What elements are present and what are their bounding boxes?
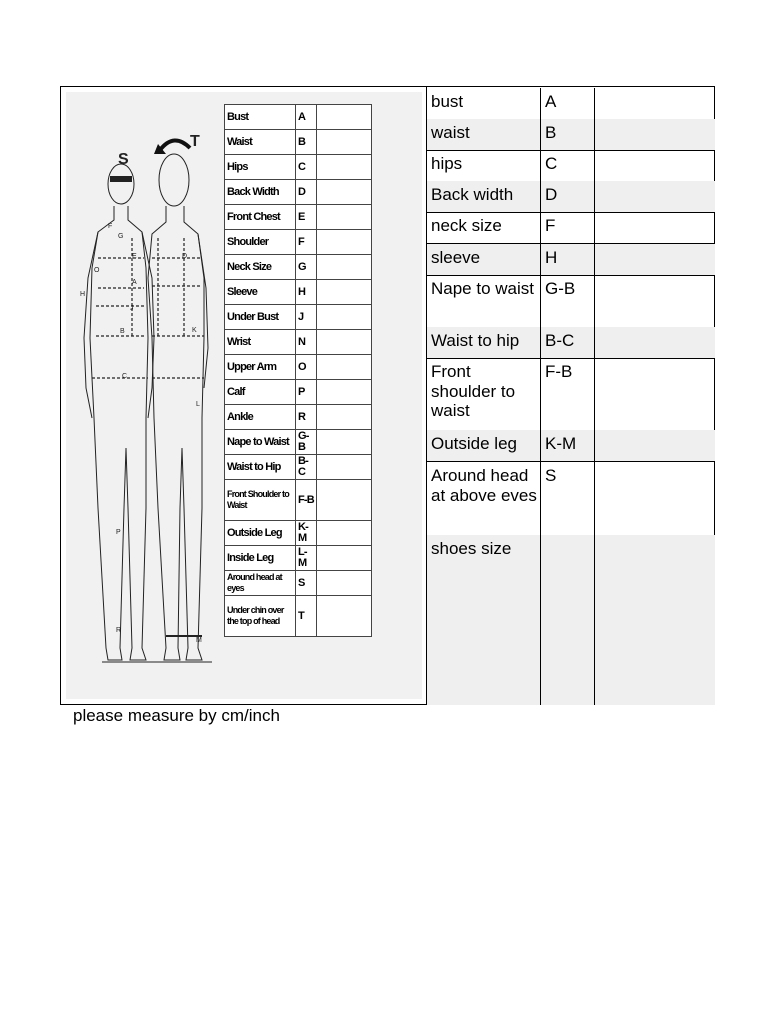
size-chart-code: J [296, 305, 317, 330]
measurement-row [427, 119, 715, 150]
marker-h: H [80, 291, 86, 298]
cell-divider [594, 212, 595, 243]
cell-divider [594, 327, 595, 358]
measurement-code: H [545, 248, 558, 267]
size-chart-value-cell [317, 355, 372, 380]
size-chart-code: B-C [296, 455, 317, 480]
size-chart-row [225, 205, 372, 230]
size-chart-label: Around head at eyes [225, 571, 296, 596]
measurement-label: bust [431, 92, 464, 111]
measurement-code: A [545, 92, 557, 111]
cell-divider [540, 212, 541, 243]
size-chart-value-cell [317, 430, 372, 455]
measurement-row [427, 275, 715, 327]
size-chart-code: G-B [296, 430, 317, 455]
cell-divider [540, 462, 541, 535]
cell-divider [540, 119, 541, 150]
size-chart-code: K-M [296, 521, 317, 546]
size-chart-code: N [296, 330, 317, 355]
measurement-row [427, 430, 715, 461]
measurement-label: hips [431, 154, 463, 173]
size-chart-code: A [296, 105, 317, 130]
cell-divider [594, 119, 595, 150]
cell-divider [540, 358, 541, 430]
size-chart-label: Neck Size [225, 255, 296, 280]
size-chart-row [225, 596, 372, 637]
curved-arrow-icon [160, 140, 190, 150]
size-chart-row [225, 330, 372, 355]
size-chart-row [225, 230, 372, 255]
measurement-unit-note: please measure by cm/inch [73, 706, 280, 725]
measurement-code: D [545, 185, 558, 204]
size-chart-value-cell [317, 571, 372, 596]
measurement-label: Around head at above eves [431, 466, 537, 505]
cell-divider [594, 244, 595, 275]
size-chart-row [225, 480, 372, 521]
back-body-outline [148, 206, 204, 660]
marker-s: S [118, 151, 129, 168]
marker-o: O [94, 267, 100, 274]
marker-f: F [108, 223, 113, 230]
front-body-outline [90, 206, 148, 660]
measurement-label: Nape to waist [431, 279, 534, 298]
size-chart-label: Nape to Waist [225, 430, 296, 455]
marker-a: A [132, 279, 137, 286]
measurement-label: Outside leg [431, 434, 517, 453]
marker-t: T [190, 133, 200, 150]
marker-c: C [122, 373, 128, 380]
cell-divider [594, 462, 595, 535]
cell-divider [540, 327, 541, 358]
cell-divider [594, 181, 595, 212]
size-chart-label: Wrist [225, 330, 296, 355]
measurement-label: sleeve [431, 248, 481, 267]
measurement-label: neck size [431, 216, 502, 235]
size-chart-code: B [296, 130, 317, 155]
measurement-code: F-B [545, 362, 573, 381]
size-chart-row [225, 280, 372, 305]
measurement-row [427, 212, 715, 243]
measurement-row [427, 150, 715, 181]
size-chart-value-cell [317, 596, 372, 637]
measurement-label: Back width [431, 185, 514, 204]
size-chart-label: Outside Leg [225, 521, 296, 546]
size-chart-row [225, 355, 372, 380]
size-chart-value-cell [317, 546, 372, 571]
size-chart-label: Bust [225, 105, 296, 130]
cell-divider [540, 150, 541, 181]
size-chart-row [225, 380, 372, 405]
cell-divider [594, 430, 595, 461]
measurement-row [427, 535, 715, 705]
measurement-row [427, 88, 715, 119]
size-chart-value-cell [317, 330, 372, 355]
size-chart-value-cell [317, 180, 372, 205]
marker-k: K [192, 327, 197, 334]
size-chart-code: D [296, 180, 317, 205]
cell-divider [594, 275, 595, 327]
size-chart-code: P [296, 380, 317, 405]
size-chart-code: H [296, 280, 317, 305]
measurement-code: K-M [545, 434, 577, 453]
head-band-mark [110, 176, 132, 182]
size-chart-row [225, 305, 372, 330]
size-chart-row [225, 105, 372, 130]
size-chart-row [225, 155, 372, 180]
cell-divider [594, 358, 595, 430]
cell-divider [594, 535, 595, 705]
size-chart-label: Ankle [225, 405, 296, 430]
size-chart-row [225, 130, 372, 155]
size-chart-label: Sleeve [225, 280, 296, 305]
marker-d: D [182, 253, 188, 260]
size-chart-value-cell [317, 380, 372, 405]
marker-r: R [116, 627, 122, 634]
size-chart-label: Front Shoulder to Waist [225, 480, 296, 521]
size-chart-label: Waist [225, 130, 296, 155]
cell-divider [594, 88, 595, 119]
marker-p: P [116, 529, 121, 536]
size-chart-row [225, 180, 372, 205]
size-chart-code: T [296, 596, 317, 637]
measurement-code: G-B [545, 279, 576, 298]
measurement-row [427, 358, 715, 430]
measurement-label: Front shoulder to waist [431, 362, 516, 420]
size-chart-label: Shoulder [225, 230, 296, 255]
front-head [108, 164, 134, 204]
size-chart-row [225, 430, 372, 455]
size-chart-label: Front Chest [225, 205, 296, 230]
size-chart-code: L-M [296, 546, 317, 571]
size-chart-value-cell [317, 155, 372, 180]
measurement-code: B-C [545, 331, 575, 350]
size-chart-code: O [296, 355, 317, 380]
size-chart-row [225, 521, 372, 546]
measurement-row [427, 327, 715, 358]
size-chart-label: Under Bust [225, 305, 296, 330]
cell-divider [540, 275, 541, 327]
cell-divider [540, 535, 541, 705]
size-chart-table [224, 104, 372, 637]
marker-l: L [196, 401, 200, 408]
size-chart-row [225, 571, 372, 596]
size-chart-label: Inside Leg [225, 546, 296, 571]
size-chart-value-cell [317, 280, 372, 305]
size-chart-value-cell [317, 455, 372, 480]
size-chart-code: E [296, 205, 317, 230]
cell-divider [540, 430, 541, 461]
size-chart-label: Calf [225, 380, 296, 405]
size-chart-row [225, 455, 372, 480]
size-chart-value-cell [317, 230, 372, 255]
size-chart-value-cell [317, 405, 372, 430]
measurement-row [427, 244, 715, 275]
size-chart-code: C [296, 155, 317, 180]
size-chart-label: Under chin over the top of head [225, 596, 296, 637]
cell-divider [540, 88, 541, 119]
size-chart-value-cell [317, 521, 372, 546]
marker-e: E [132, 253, 137, 260]
size-chart-label: Back Width [225, 180, 296, 205]
cell-divider [540, 181, 541, 212]
size-chart-code: F [296, 230, 317, 255]
size-chart-row [225, 546, 372, 571]
size-chart-row [225, 255, 372, 280]
size-chart-label: Hips [225, 155, 296, 180]
size-chart-value-cell [317, 130, 372, 155]
marker-b: B [120, 328, 125, 335]
front-left-arm [84, 232, 98, 418]
size-chart-label: Upper Arm [225, 355, 296, 380]
marker-m: M [196, 637, 202, 644]
measurement-code: F [545, 216, 556, 235]
measurement-row [427, 181, 715, 212]
marker-g: G [118, 233, 124, 240]
size-chart-code: G [296, 255, 317, 280]
size-chart-value-cell [317, 255, 372, 280]
measurement-code: C [545, 154, 558, 173]
size-chart-label: Waist to Hip [225, 455, 296, 480]
measurement-code: B [545, 123, 557, 142]
size-chart-code: F-B [296, 480, 317, 521]
measurement-label: shoes size [431, 539, 512, 558]
size-chart-value-cell [317, 305, 372, 330]
measurement-row [427, 462, 715, 535]
marker-j: J [130, 305, 134, 312]
size-chart-value-cell [317, 480, 372, 521]
measurement-label: Waist to hip [431, 331, 520, 350]
back-head [159, 154, 189, 206]
size-chart-row [225, 405, 372, 430]
cell-divider [594, 150, 595, 181]
size-chart-code: S [296, 571, 317, 596]
cell-divider [540, 244, 541, 275]
size-chart-value-cell [317, 205, 372, 230]
measurement-label: waist [431, 123, 470, 142]
size-chart-code: R [296, 405, 317, 430]
size-chart-value-cell [317, 105, 372, 130]
measurement-code: S [545, 466, 557, 485]
